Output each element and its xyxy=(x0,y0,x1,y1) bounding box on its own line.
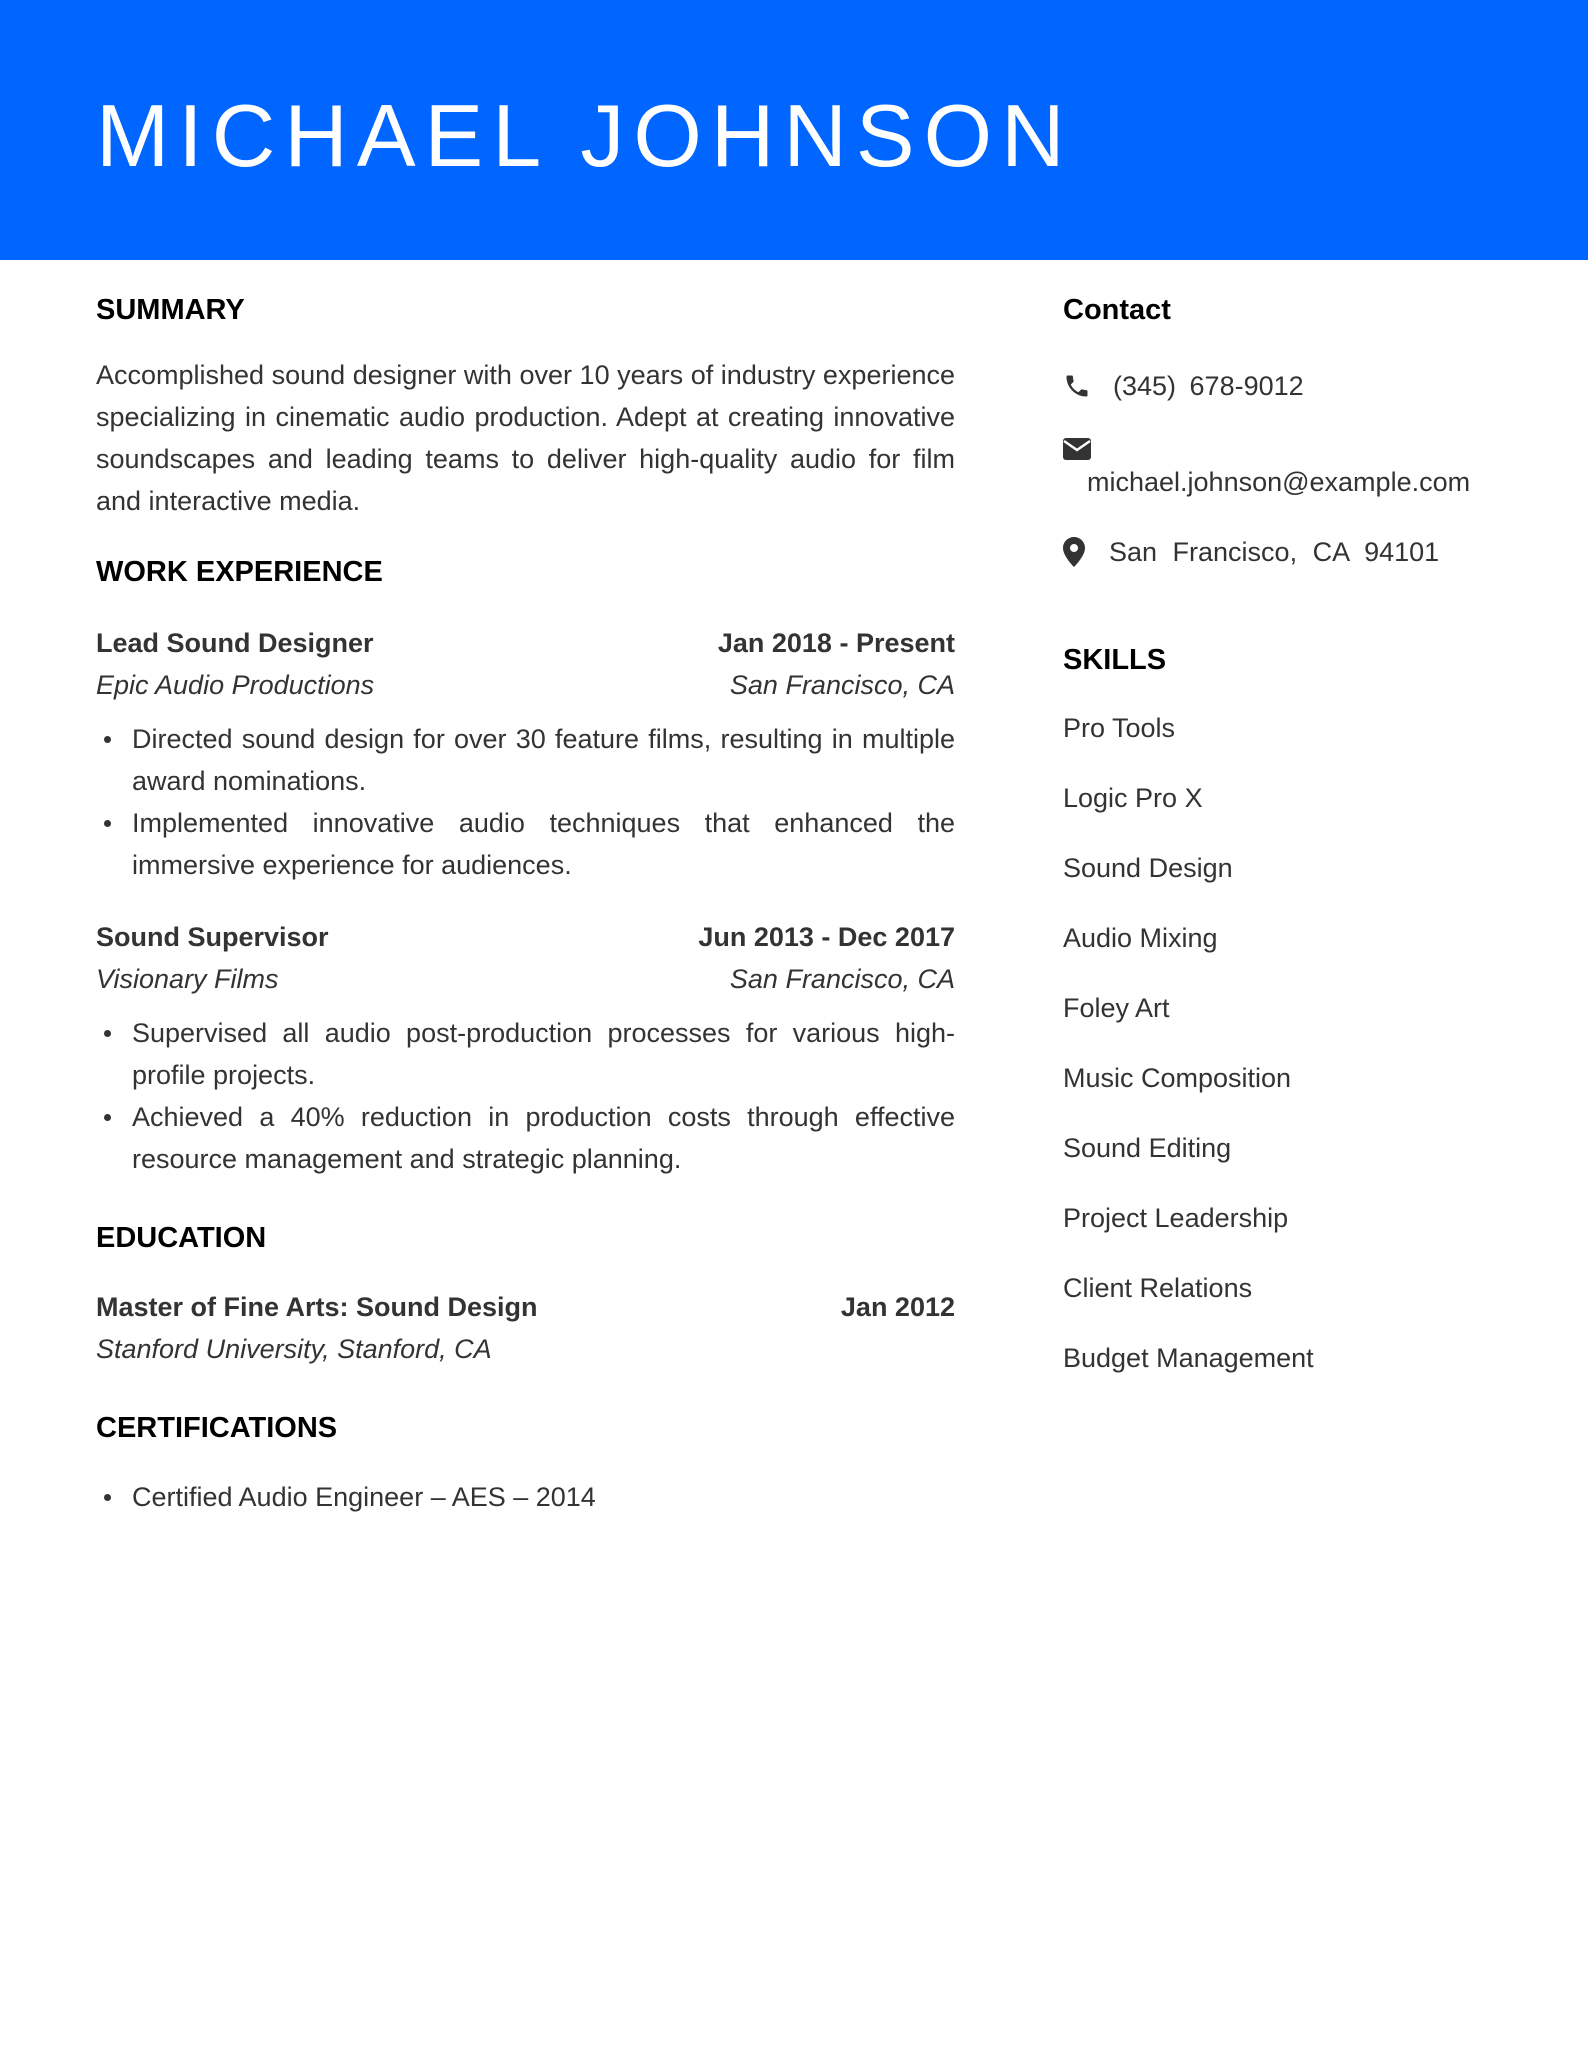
degree-date: Jan 2012 xyxy=(840,1292,955,1322)
skill-item: Music Composition xyxy=(1063,1063,1292,1093)
education-section xyxy=(96,1218,955,1370)
work-experience-heading: WORK EXPERIENCE xyxy=(96,556,383,588)
sidebar-column xyxy=(1063,290,1533,1408)
skill-item: Pro Tools xyxy=(1063,713,1176,743)
skill-item: Budget Management xyxy=(1063,1343,1314,1373)
phone-icon xyxy=(1063,366,1093,406)
location-text: San Francisco, CA 94101 xyxy=(1109,537,1440,567)
list-item xyxy=(132,718,955,802)
email-text: michael.johnson@example.com xyxy=(1087,467,1471,497)
job-location: San Francisco, CA xyxy=(729,964,955,994)
bullet-text: Supervised all audio post-production processes for various high-profile projects. xyxy=(132,1018,955,1090)
envelope-icon xyxy=(1063,436,1093,462)
job-company: Epic Audio Productions xyxy=(96,670,375,700)
resume-name: MICHAEL JOHNSON xyxy=(96,86,1074,185)
bullet-icon xyxy=(104,1114,111,1121)
job-entry xyxy=(96,622,955,886)
contact-location xyxy=(1063,532,1533,572)
skill-item: Project Leadership xyxy=(1063,1203,1289,1233)
job-company: Visionary Films xyxy=(96,964,279,994)
map-pin-icon xyxy=(1063,532,1093,572)
summary-section xyxy=(96,290,955,522)
skill-item: Logic Pro X xyxy=(1063,783,1203,813)
skill-item: Sound Editing xyxy=(1063,1133,1232,1163)
job-dates: Jun 2013 - Dec 2017 xyxy=(698,922,955,952)
skill-item: Foley Art xyxy=(1063,993,1170,1023)
certification-text: Certified Audio Engineer – AES – 2014 xyxy=(132,1482,596,1512)
bullet-text: Directed sound design for over 30 feature films, resulting in multiple award nominations. xyxy=(132,724,955,796)
certifications-section xyxy=(96,1408,955,1518)
summary-heading: SUMMARY xyxy=(96,294,245,326)
skills-heading: SKILLS xyxy=(1063,644,1167,676)
job-dates: Jan 2018 - Present xyxy=(717,628,955,658)
degree-title: Master of Fine Arts: Sound Design xyxy=(96,1292,538,1322)
contact-email xyxy=(1063,436,1533,502)
contact-phone xyxy=(1063,366,1533,406)
phone-text: (345) 678-9012 xyxy=(1113,371,1304,401)
list-item xyxy=(132,1012,955,1096)
job-bullets xyxy=(96,718,955,886)
list-item xyxy=(132,1096,955,1180)
header-banner xyxy=(0,0,1588,260)
skills-section xyxy=(1063,640,1533,1378)
certifications-heading: CERTIFICATIONS xyxy=(96,1412,338,1444)
job-bullets xyxy=(96,1012,955,1180)
summary-text: Accomplished sound designer with over 10 years of industry experience specializing in cinematic audio production. Adept at creating innovative soundscapes and leading teams to deliver high-quality audio for film and interactive media. xyxy=(96,360,955,516)
bullet-icon xyxy=(104,820,111,827)
school-name: Stanford University, Stanford, CA xyxy=(96,1334,492,1364)
bullet-icon xyxy=(104,1494,111,1501)
job-title: Sound Supervisor xyxy=(96,922,329,952)
job-entry xyxy=(96,916,955,1180)
skill-item: Audio Mixing xyxy=(1063,923,1218,953)
bullet-icon xyxy=(104,736,111,743)
bullet-text: Achieved a 40% reduction in production costs through effective resource management and strategic planning. xyxy=(132,1102,955,1174)
main-column xyxy=(96,290,955,1518)
skill-item: Sound Design xyxy=(1063,853,1233,883)
work-experience-section xyxy=(96,552,955,1180)
bullet-icon xyxy=(104,1030,111,1037)
bullet-text: Implemented innovative audio techniques that enhanced the immersive experience for audiences. xyxy=(132,808,955,880)
list-item xyxy=(132,1476,955,1518)
job-title: Lead Sound Designer xyxy=(96,628,374,658)
education-heading: EDUCATION xyxy=(96,1222,267,1254)
contact-heading: Contact xyxy=(1063,294,1171,326)
contact-section xyxy=(1063,290,1533,572)
job-location: San Francisco, CA xyxy=(729,670,955,700)
skill-item: Client Relations xyxy=(1063,1273,1253,1303)
list-item xyxy=(132,802,955,886)
certifications-list xyxy=(96,1476,955,1518)
